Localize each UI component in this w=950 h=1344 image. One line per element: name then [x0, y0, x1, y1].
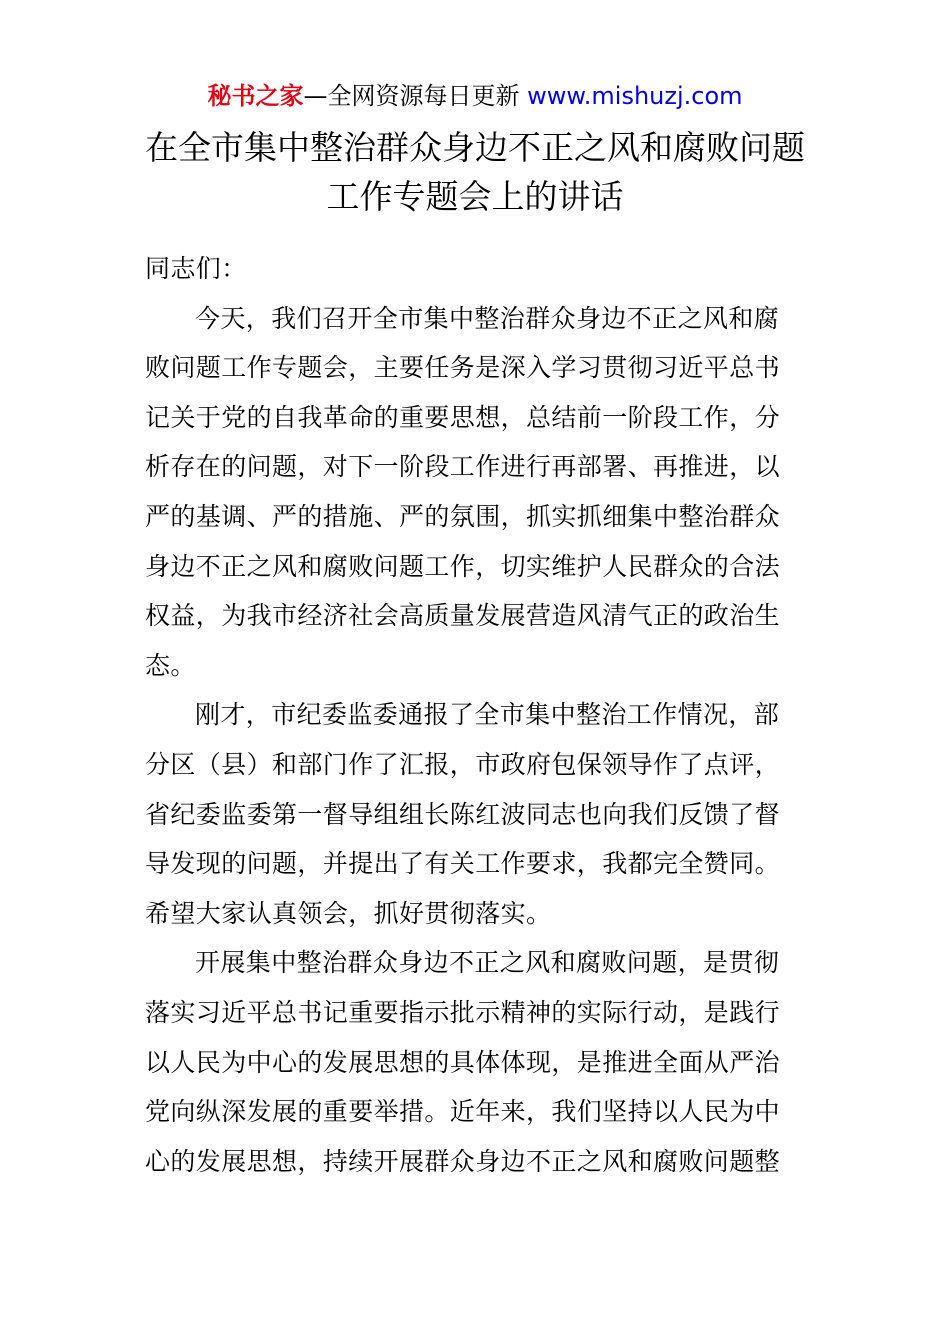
paragraph-line: 希望大家认真领会，抓好贯彻落实。 — [145, 898, 552, 928]
paragraph-2 — [145, 690, 825, 938]
paragraph-line: 省纪委监委第一督导组组长陈红波同志也向我们反馈了督 — [145, 799, 781, 829]
paragraph-line: 开展集中整治群众身边不正之风和腐败问题，是贯彻 — [195, 948, 780, 978]
paragraph-line: 分区（县）和部门作了汇报，市政府包保领导作了点评， — [145, 749, 781, 779]
paragraph-line: 今天，我们召开全市集中整治群众身边不正之风和腐 — [195, 303, 780, 333]
paragraph-line: 导发现的问题，并提出了有关工作要求，我都完全赞同。 — [145, 849, 781, 879]
paragraph-3 — [145, 938, 825, 1186]
paragraph-line: 以人民为中心的发展思想的具体体现，是推进全面从严治 — [145, 1047, 781, 1077]
site-url-link[interactable]: www.mishuzj.com — [527, 82, 743, 110]
paragraph-line: 析存在的问题，对下一阶段工作进行再部署、再推进，以 — [145, 452, 781, 482]
document-title-line-1: 在全市集中整治群众身边不正之风和腐败问题 — [145, 128, 805, 167]
paragraph-line: 党向纵深发展的重要举措。近年来，我们坚持以人民为中 — [145, 1097, 781, 1127]
paragraph-1 — [145, 294, 825, 691]
paragraph-line: 权益，为我市经济社会高质量发展营造风清气正的政治生 — [145, 601, 781, 631]
paragraph-line: 态。 — [145, 650, 196, 680]
site-brand: 秘书之家 — [207, 82, 304, 110]
paragraph-line: 心的发展思想，持续开展群众身边不正之风和腐败问题整 — [145, 1146, 781, 1176]
paragraph-line: 记关于党的自我革命的重要思想，总结前一阶段工作，分 — [145, 402, 781, 432]
paragraph-line: 败问题工作专题会，主要任务是深入学习贯彻习近平总书 — [145, 353, 781, 383]
paragraph-line: 严的基调、严的措施、严的氛围，抓实抓细集中整治群众 — [145, 501, 781, 531]
site-header — [0, 80, 950, 112]
document-title-line-2: 工作专题会上的讲话 — [326, 177, 624, 216]
paragraph-line: 身边不正之风和腐败问题工作，切实维护人民群众的合法 — [145, 551, 781, 581]
salutation: 同志们： — [145, 254, 247, 283]
site-tagline: —全网资源每日更新 — [303, 82, 528, 110]
document-body — [145, 244, 825, 1186]
paragraph-line: 刚才，市纪委监委通报了全市集中整治工作情况，部 — [195, 700, 780, 730]
paragraph-line: 落实习近平总书记重要指示批示精神的实际行动，是践行 — [145, 997, 781, 1027]
